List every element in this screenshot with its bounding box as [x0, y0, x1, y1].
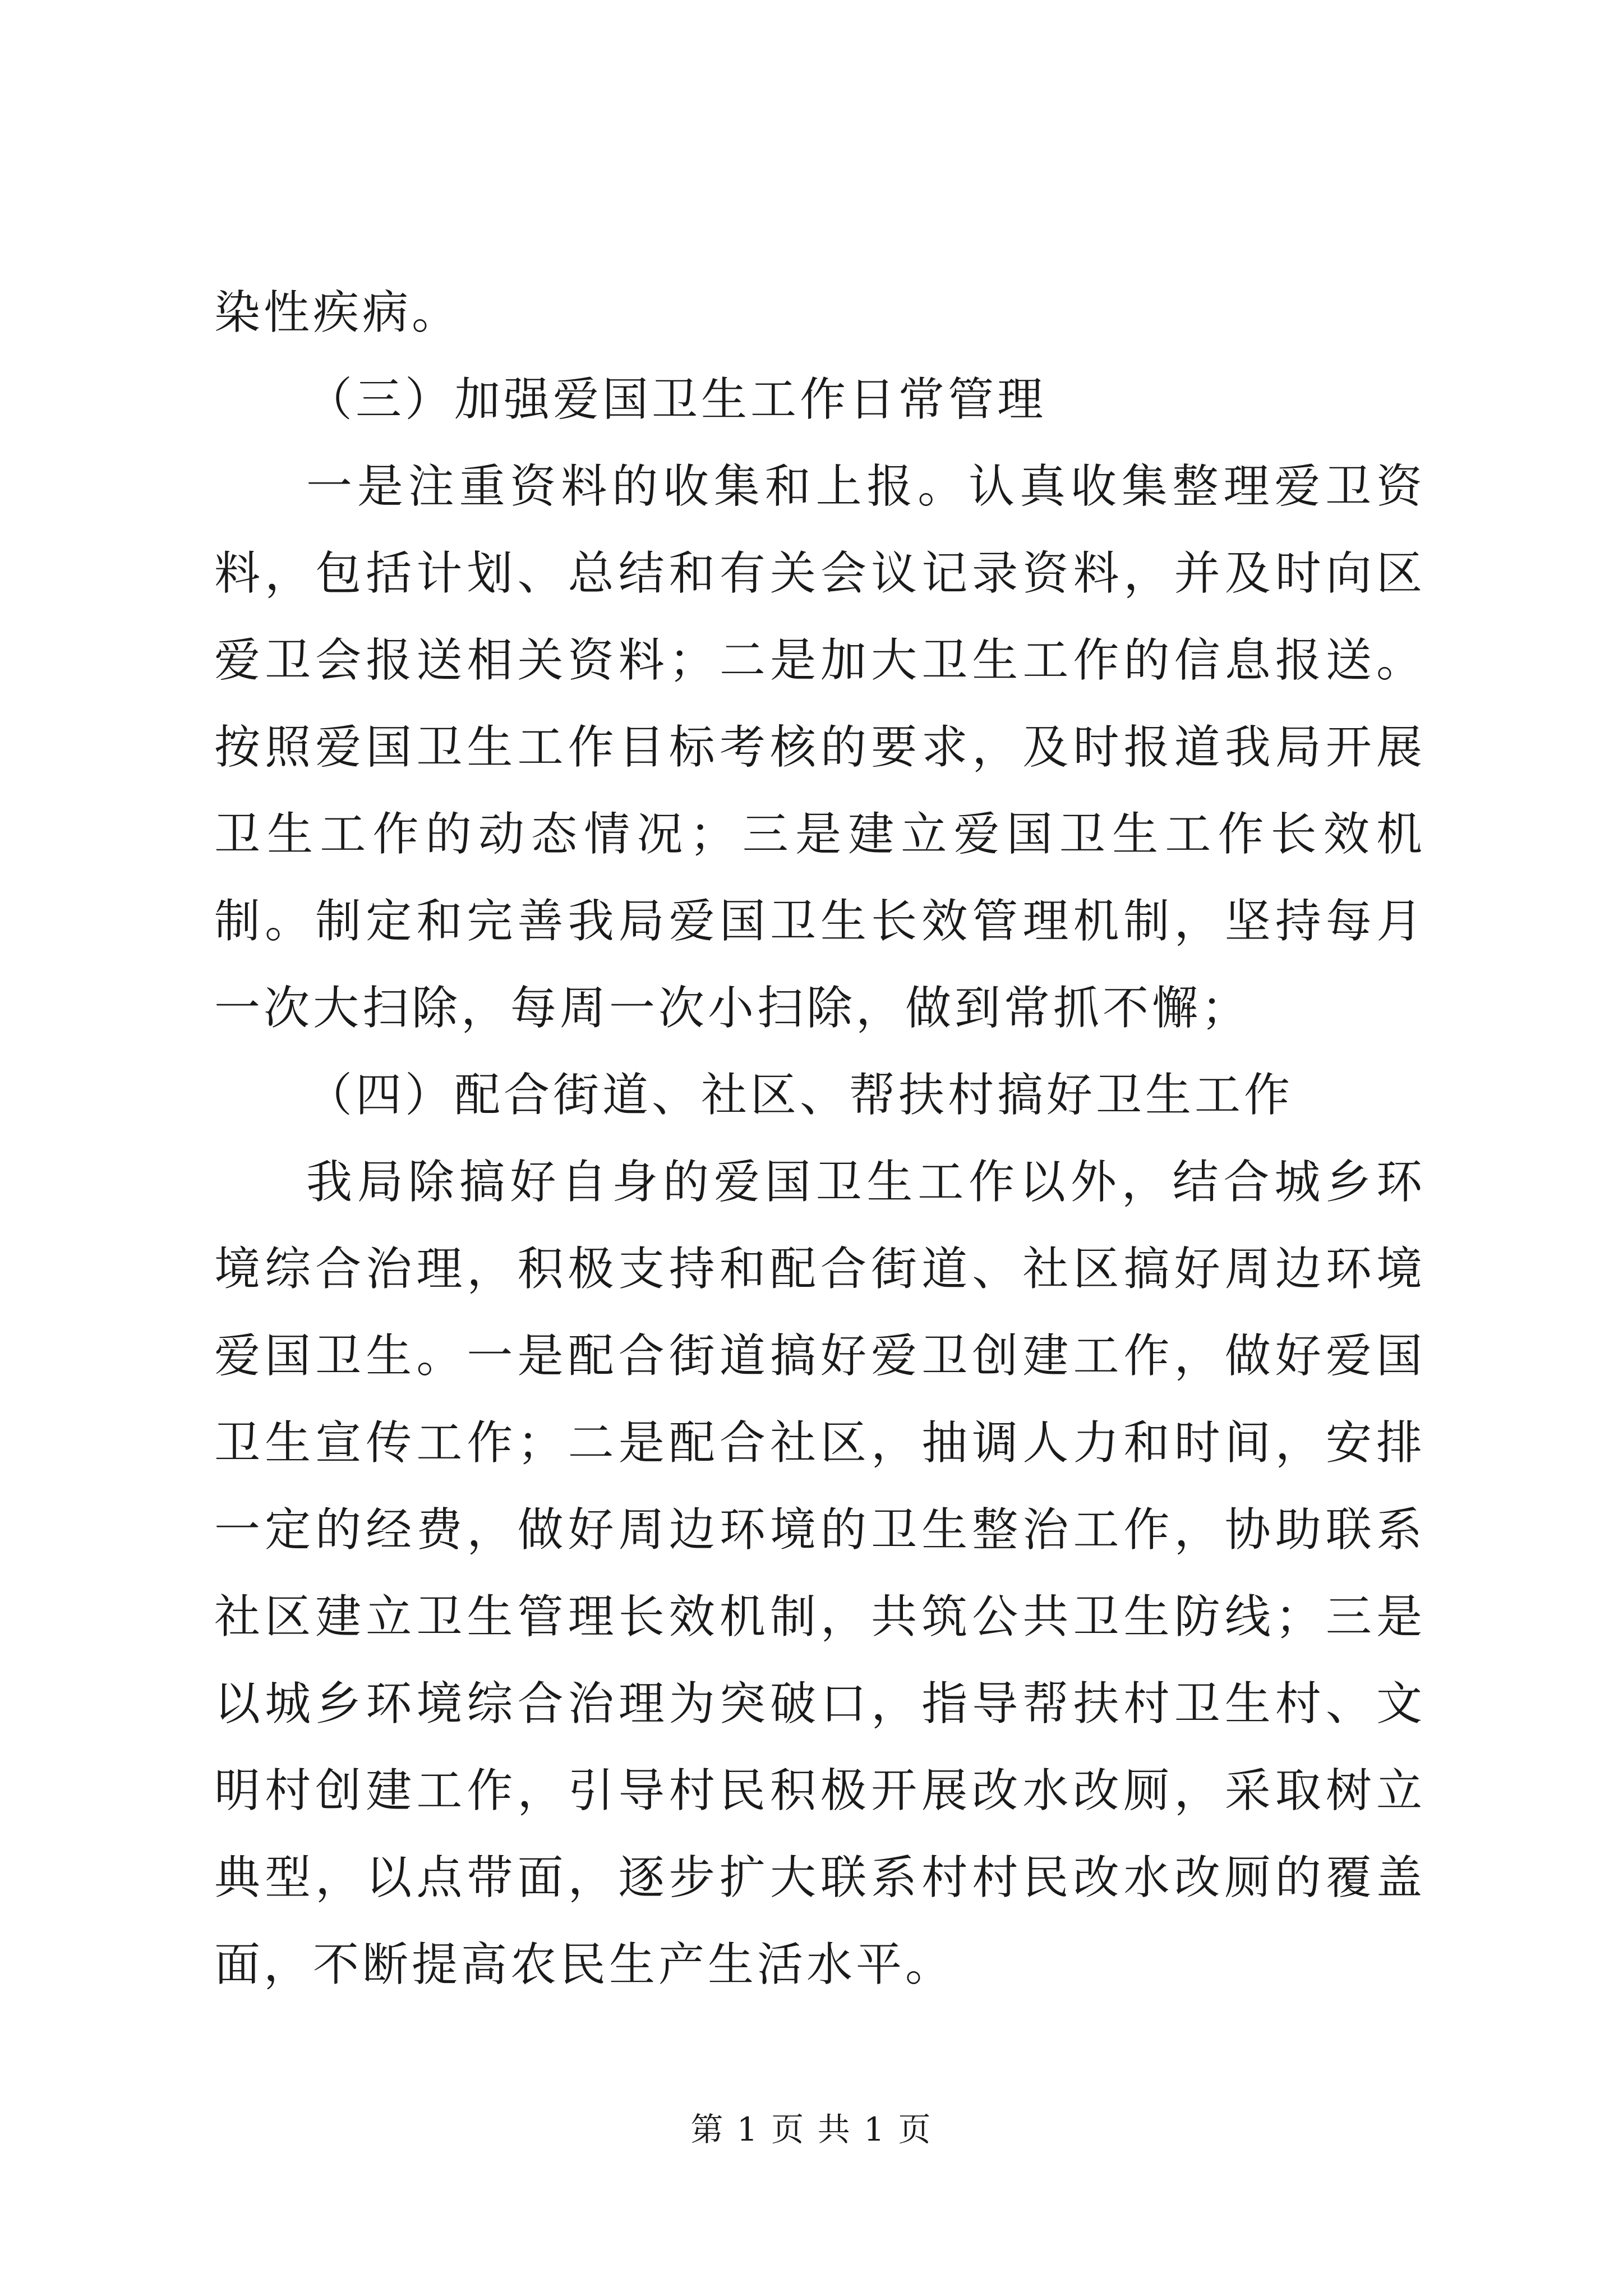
document-body	[214, 269, 1426, 2008]
page-number-indicator: 第 1 页 共 1 页	[690, 2110, 933, 2148]
page-footer	[0, 2107, 1623, 2152]
paragraph-cooperation: 我局除搞好自身的爱国卫生工作以外，结合城乡环境综合治理，积极支持和配合街道、社区搞好周边环境爱国卫生。一是配合街道搞好爱卫创建工作，做好爱国卫生宣传工作；二是配合社区，抽调人力和时间，安排一定的经费，做好周边环境的卫生整治工作，协助联系社区建立卫生管理长效机制，共筑公共卫生防线；三是以城乡环境综合治理为突破口，指导帮扶村卫生村、文明村创建工作，引导村民积极开展改水改厕，采取树立典型，以点带面，逐步扩大联系村村民改水改厕的覆盖面，不断提高农民生产生活水平。	[214, 1156, 1426, 1991]
section-heading-4: （四）配合街道、社区、帮扶村搞好卫生工作	[306, 1069, 1294, 1122]
paragraph-daily-management: 一是注重资料的收集和上报。认真收集整理爱卫资料，包括计划、总结和有关会议记录资料，并及时向区爱卫会报送相关资料；二是加大卫生工作的信息报送。按照爱国卫生工作目标考核的要求，及时报道我局开展卫生工作的动态情况；三是建立爱国卫生工作长效机制。制定和完善我局爱国卫生长效管理机制，坚持每月一次大扫除，每周一次小扫除，做到常抓不懈；	[214, 460, 1426, 1035]
paragraph-continuation: 染性疾病。	[214, 286, 462, 339]
section-heading-3: （三）加强爱国卫生工作日常管理	[306, 373, 1047, 426]
